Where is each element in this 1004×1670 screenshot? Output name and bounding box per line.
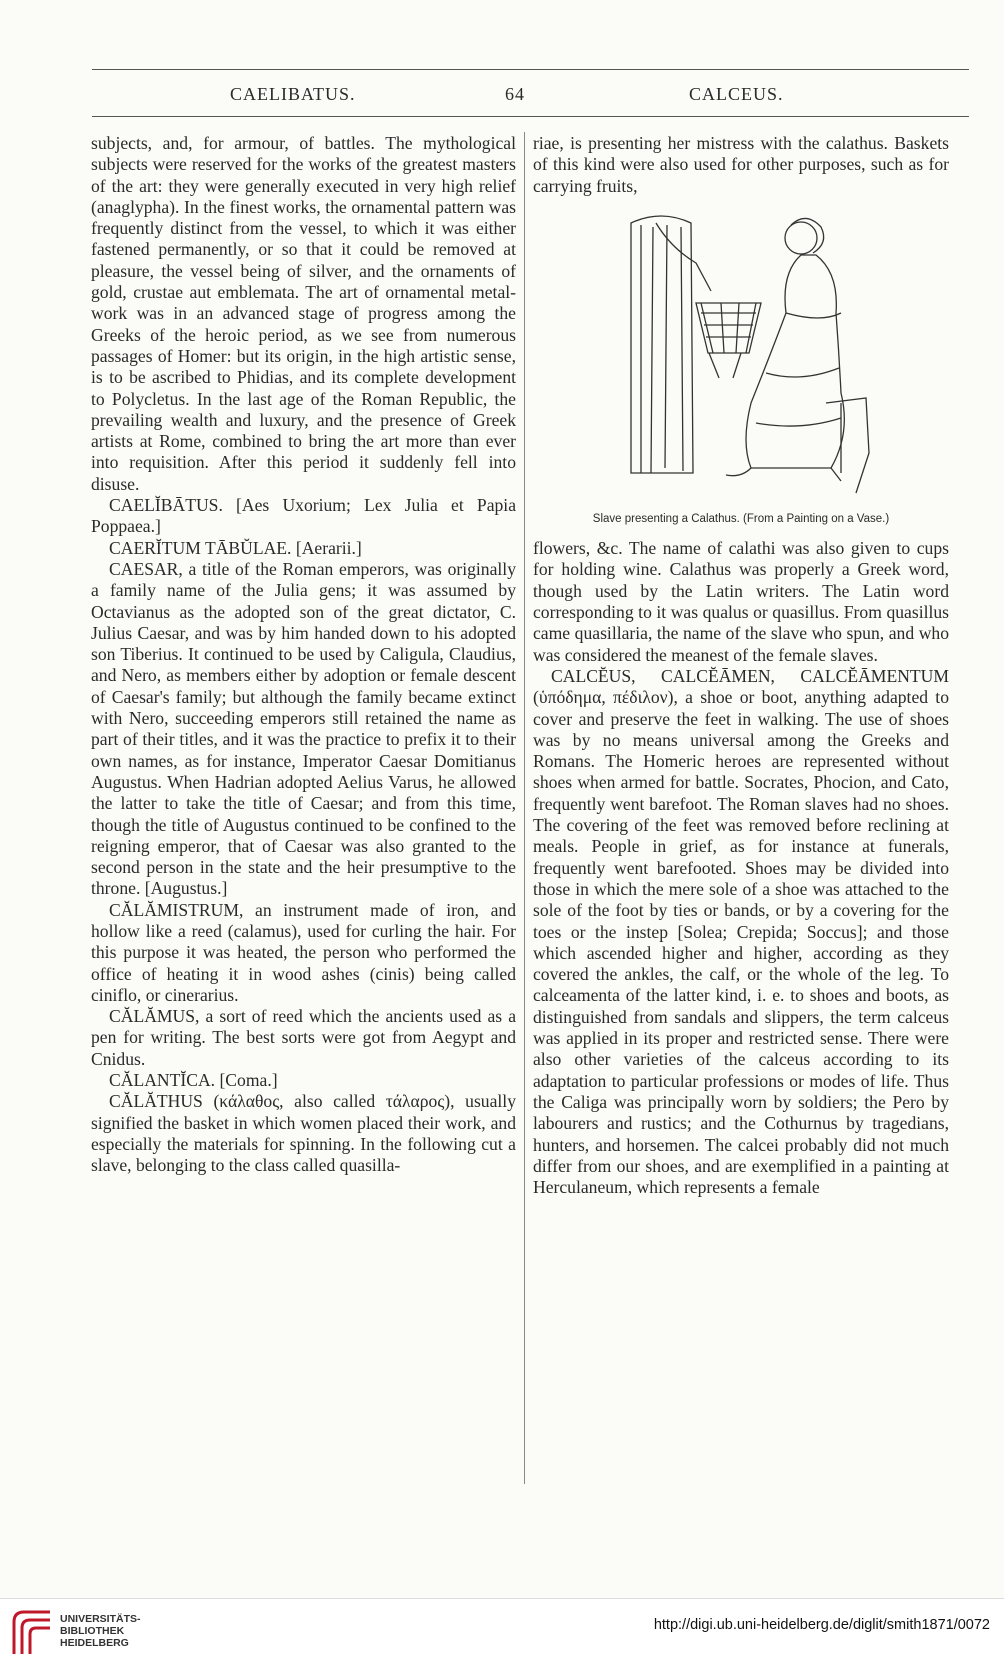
vase-painting-image xyxy=(601,203,881,503)
figure-caption: Slave presenting a Calathus. (From a Painting on a Vase.) xyxy=(592,512,890,525)
paragraph-calathi: flowers, &c. The name of calathi was also given to cups for holding wine. Calathus was properly a Greek word, though used by the Latin writers. The Latin word corresponding to it was qualus or quasillus. From quasillus came quasillaria, the name of the slave who spun, and who was considered the meanest of the female slaves. xyxy=(533,538,949,665)
entry-calamus: CĂLĂMUS, a sort of reed which the ancients used as a pen for writing. The best sorts were got from Aegypt and Cnidus. xyxy=(91,1006,516,1069)
header-left: CAELIBATUS. xyxy=(230,84,356,104)
paragraph-subjects: subjects, and, for armour, of battles. The mythological subjects were reserved for the works of the greatest masters of the art: they were generally executed in very high relief (anaglypha). In the finest works, the ornamental pattern was frequently distinct from the vessel, to which it was either fastened permanently, or so that it could be removed at pleasure, the vessel being of silver, and the ornaments of gold, crustae aut emblemata. The art of ornamental metal-work was in an advanced stage of progress among the Greeks of the heroic period, as we see from numerous passages of Homer: but its origin, in the high artistic sense, is to be ascribed to Phidias, and its complete development to Polycletus. In the last age of the Roman Republic, the prevailing wealth and luxury, and the presence of Greek artists at Rome, combined to bring the art more than ever into requisition. After this period it suddenly fell into disuse. xyxy=(91,133,516,494)
entry-caelibatus: CAELĬBĀTUS. [Aes Uxorium; Lex Julia et Papia Poppaea.] xyxy=(91,495,516,537)
entry-caesar: CAESAR, a title of the Roman emperors, was originally a family name of the Julia gens; it was assumed by Octavianus as the adopted son of the great dictator, C. Julius Caesar, and was by him handed down to his adopted son Tiberius. It continued to be used by Caligula, Claudius, and Nero, as members either by adoption or female descent of Caesar's family; but although the family became extinct with Nero, succeeding emperors still retained the name as part of their titles, and it was the practice to prefix it to their own names, as for instance, Imperator Caesar Domitianus Augustus. When Hadrian adopted Aelius Varus, he allowed the latter to take the title of Caesar; and from this time, though the title of Augustus continued to be confined to the reigning emperor, that of Caesar was also granted to the second person in the state and the heir presumptive to the throne. [Augustus.] xyxy=(91,558,516,899)
header-rule xyxy=(92,116,969,117)
header-right: CALCEUS. xyxy=(689,84,784,104)
library-logo-icon xyxy=(10,1608,54,1658)
library-line-2: BIBLIOTHEK xyxy=(60,1625,125,1637)
entry-calantica: CĂLANTĬCA. [Coma.] xyxy=(109,1070,278,1091)
entry-calamistrum: CĂLĂMISTRUM, an instrument made of iron, and hollow like a reed (calamus), used for curling the hair. For this purpose it was heated, the person who performed the office of heating it in wood ashes (cinis) being called ciniflo, or cinerarius. xyxy=(91,899,516,1005)
entry-calceus: CALCĔUS, CALCĔĀMEN, CALCĔĀMENTUM (ὑπόδημα, πέδιλον), a shoe or boot, anything adapted to cover and preserve the feet in walking. The use of shoes was by no means universal among the Greeks and Romans. The Homeric heroes are represented without shoes when armed for battle. Socrates, Phocion, and Cato, frequently went barefoot. The Roman slaves had no shoes. The covering of the feet was removed before reclining at meals. People in grief, as for instance at funerals, frequently went barefooted. Shoes may be divided into those in which the mere sole of a shoe was attached to the sole of the foot by ties or bands, or by a covering for the toes or the instep [Solea; Crepida; Soccus]; and those which ascended higher and higher, according as they covered the ankles, the calf, or the whole of the leg. To calceamenta of the latter kind, i. e. to shoes and boots, as distinguished from sandals and slippers, the term calceus was applied in its proper and restricted sense. There were also other varieties of the calceus according to its adaptation to particular professions or modes of life. Thus the Caliga was principally worn by soldiers; the Pero by labourers and rustics; and the Cothurnus by tragedians, hunters, and horsemen. The calcei probably did not much differ from our shoes, and are exemplified in a painting at Herculaneum, which represents a female xyxy=(533,665,949,1198)
paragraph-calathus-cont: riae, is presenting her mistress with the calathus. Baskets of this kind were also used for other purposes, such as for carrying fruits, xyxy=(533,133,949,196)
footer-bar xyxy=(0,1598,1004,1670)
library-name xyxy=(60,1613,141,1649)
library-line-3: HEIDELBERG xyxy=(60,1637,129,1649)
page-number: 64 xyxy=(505,84,525,104)
library-line-1: UNIVERSITÄTS- xyxy=(60,1613,141,1625)
entry-calathus: CĂLĂTHUS (κάλαθος, also called τάλαρος), usually signified the basket in which women placed their work, and especially the materials for spinning. In the following cut a slave, belonging to the class called quasilla- xyxy=(91,1091,516,1176)
entry-caeritum: CAERĬTUM TĀBŬLAE. [Aerarii.] xyxy=(109,537,362,558)
right-column xyxy=(533,133,949,1198)
running-header xyxy=(92,84,969,112)
source-url[interactable]: http://digi.ub.uni-heidelberg.de/diglit/smith1871/0072 xyxy=(653,1617,990,1633)
column-divider xyxy=(524,132,525,1484)
left-column xyxy=(91,133,516,1177)
top-rule xyxy=(92,69,969,70)
calathus-illustration xyxy=(533,203,949,530)
